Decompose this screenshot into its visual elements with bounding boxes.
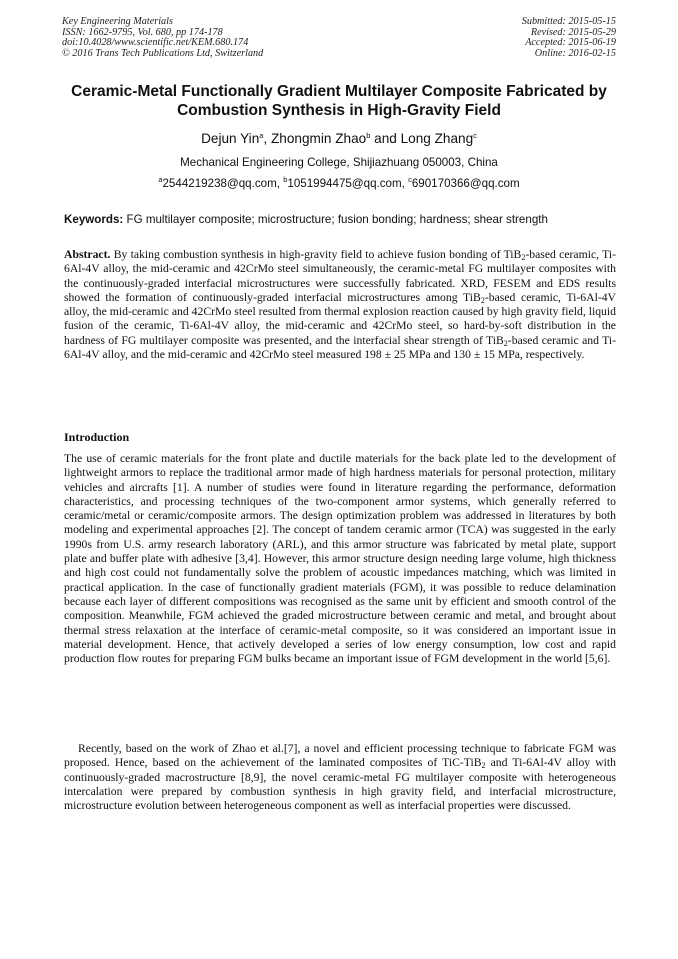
abstract-text: -based ceramic, Ti-6Al-4V alloy, the mid-ceramic and 42CrMo steel resulted from thermal explosion reaction caused by high gravity field, liquid fusion of the ceramic, Ti-6Al-4V alloy, the mid-ceramic and 42CrMo steel, so hard-by-soft distribution in the hardness of FG multilayer composite was presented, and the interfacial shear strength of TiB (64, 290, 616, 347)
submission-dates (522, 17, 616, 59)
email-link[interactable]: 2544219238@qq.com, (162, 177, 284, 190)
section-heading-introduction: Introduction (64, 430, 130, 444)
author-name: Dejun Yin (201, 131, 260, 146)
email-link[interactable]: 1051994475@qq.com, (287, 177, 409, 190)
email-link[interactable]: 690170366@qq.com (411, 177, 520, 190)
keywords-label: Keywords: (64, 213, 124, 226)
journal-copyright: © 2016 Trans Tech Publications Ltd, Switzerland (62, 47, 264, 59)
journal-info (62, 17, 263, 59)
abstract-text: -based ceramic and Ti-6Al-4V alloy, and the mid-ceramic and 42CrMo steel measured 198 ± 25 MPa and 130 ± 15 MPa, respectively. (64, 333, 616, 362)
email-mark: a (158, 175, 163, 184)
subscript: 2 (521, 253, 526, 262)
intro-paragraph-2 (64, 742, 616, 813)
journal-issn: ISSN: 1662-9795, Vol. 680, pp 174-178 (62, 26, 223, 38)
keywords-text: FG multilayer composite; microstructure; fusion bonding; hardness; shear strength (123, 213, 548, 226)
keywords (64, 213, 616, 227)
subscript: 2 (503, 338, 508, 348)
subscript: 2 (480, 295, 485, 305)
email-mark: b (283, 175, 288, 184)
date-accepted: Accepted: 2015-06-19 (525, 37, 616, 49)
journal-doi[interactable]: doi:10.4028/www.scientific.net/KEM.680.174 (62, 37, 249, 49)
paragraph-text: Recently, based on the work of Zhao et al.[7], a novel and efficient processing technique to fabricate FGM was proposed. Hence, based on the achievement of the laminated composites of TiC-TiB (64, 742, 616, 770)
affiliation: Mechanical Engineering College, Shijiazhuang 050003, China (180, 156, 498, 169)
author-list (0, 131, 678, 147)
intro-paragraph-1 (64, 452, 616, 666)
author-emails (0, 177, 678, 191)
author-affil-mark: c (473, 131, 477, 140)
journal-name: Key Engineering Materials (62, 16, 173, 27)
abstract-text: By taking combustion synthesis in high-gravity field to achieve fusion bonding of TiB (110, 248, 522, 261)
abstract (64, 248, 616, 362)
author-affil-mark: b (366, 131, 371, 140)
paper-title: Ceramic-Metal Functionally Gradient Multilayer Composite Fabricated by Combustion Synthesis in High-Gravity Field (71, 83, 607, 119)
author-affil-mark: a (259, 131, 264, 140)
date-revised: Revised: 2015-05-29 (530, 26, 616, 38)
abstract-label: Abstract. (64, 248, 111, 261)
paragraph-text: and Ti-6Al-4V alloy with continuously-graded macrostructure [8,9], the novel ceramic-metal FG multilayer composite with heterogeneous intercalation were prepared by combustion synthesis in high gravity field, and interfacial microstructure, microstructure evolution between heterogeneous component as well as interfacial properties were discussed. (64, 756, 616, 813)
date-submitted: Submitted: 2015-05-15 (521, 16, 616, 27)
author-name: , Zhongmin Zhao (263, 131, 367, 146)
subscript: 2 (481, 761, 486, 771)
date-online: Online: 2016-02-15 (534, 47, 616, 59)
abstract-text: -based ceramic, Ti-6Al-4V alloy, the mid-ceramic and 42CrMo steel simultaneously, the ceramic-metal FG multilayer composites with the continuously-graded interfacial microstructures were successfully fabricated. XRD, FESEM and EDS results showed the formation of continuously-graded interfacial microstructures among TiB (64, 248, 617, 304)
paragraph-text: The use of ceramic materials for the front plate and ductile materials for the back plate led to the development of lightweight armors to replace the traditional armor made of high hardness materials for personal protection, military vehicles and aircrafts [1]. A number of studies were found in literature regarding the performance, deformation characteristics, and processing techniques of the two-component armor systems, which generally referred to ceramic/metal or ceramic/composite armors. The design optimization problem was addressed in literatures by both modeling and experimental approaches [2]. The concept of tandem ceramic armor (TCA) was suggested in the early 1990s from U.S. army research laboratory (ARL), and this armor structure was fabricated by metal plate, support plate and buffer plate with adhesive [3,4]. However, this armor structure design needing large volume, high thickness and high cost could not fundamentally solve the problem of acoustic impedances matching, which was limited in practical application. In the case of functionally gradient materials (FGM), it was possible to reduce delamination because each layer of different compositions was recognised as the same unit by efficient and smooth control of the composition. Meanwhile, FGM achieved the graded microstructure between ceramic and metal, and brought about thermal stress relaxation at the interface of ceramic-metal composite, so it was considered an important issue in material development. Hence, that actively developed a series of low energy consumption, low cost and rapid production flow routes for preparing FGM bulks became an important issue of FGM development in the world [5,6]. (64, 452, 616, 666)
email-mark: c (408, 175, 412, 184)
author-name: and Long Zhang (370, 131, 474, 146)
